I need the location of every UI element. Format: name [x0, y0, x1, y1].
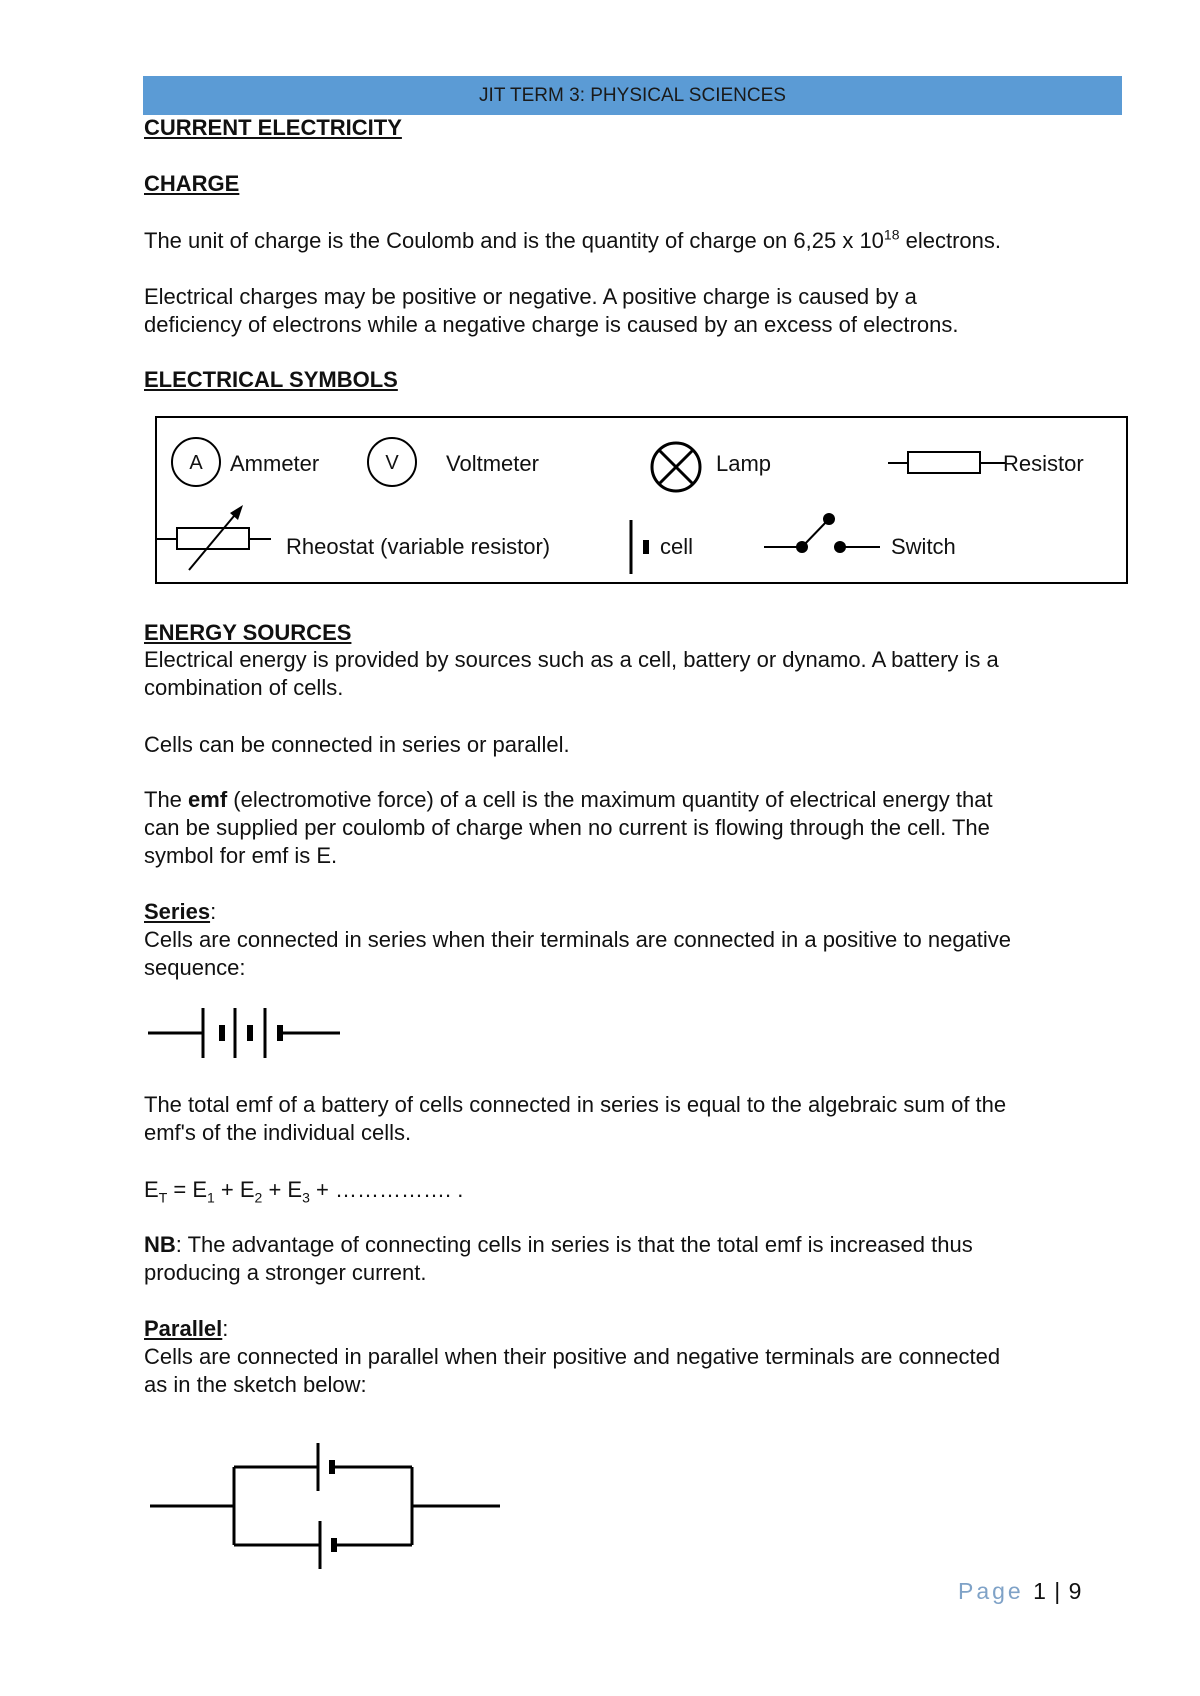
parallel-line2: as in the sketch below:	[144, 1372, 367, 1397]
series-heading-line	[144, 898, 1119, 926]
nb-line1: : The advantage of connecting cells in series is that the total emf is increased thus	[175, 1232, 973, 1257]
eq-part1: = E	[167, 1177, 207, 1202]
eq-sub-3: 3	[302, 1189, 310, 1206]
total-line1: The total emf of a battery of cells connected in series is equal to the algebraic sum of the	[144, 1092, 1007, 1117]
parallel-heading: Parallel	[144, 1316, 223, 1341]
eq-e: E	[144, 1177, 159, 1202]
emf-pre: The	[144, 787, 189, 812]
nb-paragraph	[144, 1231, 1119, 1287]
parallel-cells-diagram	[150, 1440, 502, 1572]
charge-paragraph-2	[144, 283, 1119, 339]
total-emf-paragraph	[144, 1091, 1119, 1147]
series-colon: :	[210, 899, 217, 924]
emf-equation	[144, 1176, 1119, 1204]
voltmeter-letter: V	[385, 452, 399, 474]
nb-line2: producing a stronger current.	[144, 1260, 427, 1285]
eq-part2: + E	[214, 1177, 255, 1202]
cell-label: cell	[660, 534, 694, 559]
charge-text: The unit of charge is the Coulomb and is the quantity of charge on 6,25 x 10	[144, 228, 884, 253]
resistor-label: Resistor	[1003, 451, 1084, 476]
emf-bold: emf	[188, 787, 228, 812]
symbols-heading: ELECTRICAL SYMBOLS	[144, 367, 398, 392]
eq-part3: + E	[262, 1177, 303, 1202]
energy-line1: Electrical energy is provided by sources such as a cell, battery or dynamo. A battery is a	[144, 647, 999, 672]
lamp-label: Lamp	[716, 451, 772, 476]
header-banner: JIT TERM 3: PHYSICAL SCIENCES	[143, 76, 1122, 115]
total-line2: emf's of the individual cells.	[144, 1120, 412, 1145]
series-battery-diagram	[148, 1005, 340, 1061]
resistor-symbol-icon	[888, 448, 1006, 476]
voltmeter-label: Voltmeter	[446, 451, 539, 476]
rheostat-symbol-icon	[157, 504, 272, 574]
parallel-line1: Cells are connected in parallel when their positive and negative terminals are connected	[144, 1344, 1001, 1369]
emf-paragraph	[144, 786, 1119, 870]
ammeter-letter: A	[189, 452, 203, 474]
charge-paragraph-1	[144, 227, 1119, 255]
energy-line2: combination of cells.	[144, 675, 344, 700]
charge-text-end: electrons.	[899, 228, 1001, 253]
ammeter-label: Ammeter	[230, 451, 320, 476]
parallel-paragraph	[144, 1343, 1119, 1399]
footer-page-number: 1 | 9	[1033, 1578, 1083, 1604]
charge-p2-line1: Electrical charges may be positive or negative. A positive charge is caused by a	[144, 284, 917, 309]
lamp-symbol-icon	[648, 439, 704, 495]
eq-sub-2: 2	[254, 1189, 263, 1206]
switch-label: Switch	[891, 534, 956, 559]
energy-paragraph	[144, 646, 1119, 702]
nb-bold: NB	[144, 1232, 176, 1257]
emf-line3: symbol for emf is E.	[144, 843, 338, 868]
eq-sub-t: T	[158, 1189, 168, 1206]
switch-symbol-icon	[764, 510, 880, 554]
parallel-heading-line	[144, 1315, 1119, 1343]
emf-line1: (electromotive force) of a cell is the maximum quantity of electrical energy that	[227, 787, 993, 812]
charge-heading: CHARGE	[144, 171, 240, 196]
footer-page-word: Page	[958, 1578, 1024, 1604]
cells-connect-text: Cells can be connected in series or parallel.	[144, 732, 570, 757]
page-footer	[958, 1578, 1082, 1605]
cell-symbol-icon	[628, 520, 652, 574]
page-title: CURRENT ELECTRICITY	[144, 115, 402, 140]
series-paragraph	[144, 926, 1119, 982]
charge-exponent: 18	[883, 226, 900, 243]
charge-p2-line2: deficiency of electrons while a negative charge is caused by an excess of electrons.	[144, 312, 959, 337]
parallel-colon: :	[222, 1316, 229, 1341]
emf-line2: can be supplied per coulomb of charge when no current is flowing through the cell. The	[144, 815, 990, 840]
eq-sub-1: 1	[207, 1189, 215, 1206]
eq-tail: + ……………. .	[309, 1177, 464, 1202]
series-line1: Cells are connected in series when their terminals are connected in a positive to negative	[144, 927, 1012, 952]
series-line2: sequence:	[144, 955, 246, 980]
energy-heading: ENERGY SOURCES	[144, 620, 352, 645]
rheostat-label: Rheostat (variable resistor)	[286, 534, 551, 559]
series-heading: Series	[144, 899, 211, 924]
